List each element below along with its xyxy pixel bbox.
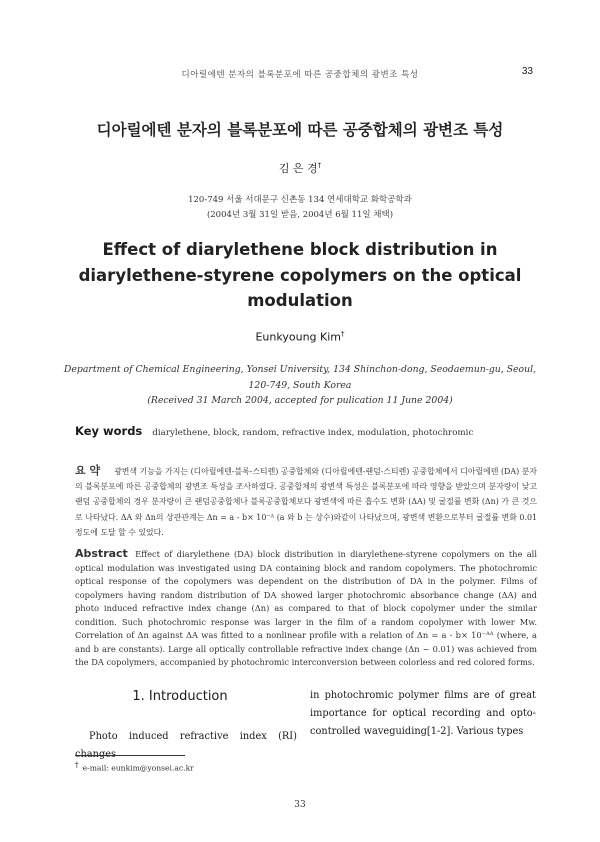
english-author: Eunkyoung Kim (255, 330, 342, 344)
section-heading-introduction: 1. Introduction (132, 689, 228, 704)
korean-author: 김 은 경 (278, 162, 318, 175)
left-column-text: Photo induced refractive index (RI) changes (75, 731, 297, 760)
english-author-mark: † (341, 330, 345, 338)
footnote-email[interactable]: e-mail: eunkim@yonsei.ac.kr (82, 763, 194, 773)
korean-affiliation: 120-749 서울 서대문구 신촌동 134 연세대학교 화학공학과 (188, 195, 412, 205)
korean-abstract (75, 463, 537, 540)
running-head: 디아릴에텐 분자의 블록분포에 따른 공중합체의 광변조 특성 (181, 70, 419, 80)
english-abstract-label: Abstract (75, 547, 128, 560)
korean-dates: (2004년 3월 31일 받음, 2004년 6월 11일 채택) (206, 210, 394, 220)
footnote-rule (75, 755, 185, 756)
page-number-bottom: 33 (294, 800, 306, 810)
korean-abstract-label: 요 약 (75, 464, 101, 477)
english-affiliation-dates: (Received 31 March 2004, accepted for pulication 11 June 2004) (147, 395, 453, 406)
korean-title: 디아릴에텐 분자의 블록분포에 따른 공중합체의 광변조 특성 (96, 121, 504, 139)
english-author-line (0, 330, 600, 344)
english-abstract (75, 547, 537, 670)
author-mark: † (317, 161, 322, 170)
keywords-text: diarylethene, block, random, refractive index, modulation, photochromic (152, 428, 474, 438)
korean-abstract-text: 광변색 기능을 가지는 (디아릴에텐-블록-스티렌) 공중합체와 (디아릴에텐-랜덤-스티렌) 공중합체에서 디아릴에텐 (DA) 분자의 블록분포에 따른 공중합체의 광변조 특성을 조사하였다. 공중합체의 광변색 특성은 블록분포에 따라 영향을 받았으며 분자량이 낮고 랜덤 공중합체의 경우 분자량이 큰 랜덤공중합체나 블록공중합체보다 광변색에 따른 흡수도 변화 (ΔA) 및 굴절률 변화 (Δn) 가 큰 것으로 나타났다. ΔA 와 Δn의 상관관계는 Δn = a - b× 10⁻ᴬ (a 와 b 는 상수)와같이 나타났으며, 광변색 변환으로부터 굴절률 변화 0.01 정도에 도달 할 수 있었다. (75, 467, 537, 537)
page-number-top: 33 (521, 66, 533, 77)
keywords-label: Key words (75, 424, 143, 438)
english-abstract-text: Effect of diarylethene (DA) block distribution in diarylethene-styrene copolymers on the all optical modulation was investigated using DA containing block and random copolymers. The photochromic optical response of the copolymers was dependent on the distribution of DA in the polymer. Films of copolymers having random distribution of DA showed larger photochromic absorbance change (ΔA) and photo induced refractive index change (Δn) as compared to that of block copolymer under the similar condition. Such photochromic response was larger in the film of a random copolymer with lower Mw. Correlation of Δn against ΔA was fitted to a nonlinear profile with a relation of Δn = a - b× 10⁻ᴬᴬ (where, a and b are constants). Large all optically controllable refractive index change (Δn ~ 0.01) was achieved from the DA copolymers, accompanied by photochromic interconversion between colorless and red colored forms. (75, 549, 537, 667)
english-affiliation-address: Department of Chemical Engineering, Yonsei University, 134 Shinchon-dong, Seodaemun-gu, Seoul, 120-749, South Korea (63, 364, 537, 391)
footnote-mark: † (75, 760, 79, 769)
english-affiliation (60, 362, 540, 409)
footnote (75, 760, 194, 773)
right-column-text: in photochromic polymer films are of great importance for optical recording and opto-controlled waveguiding[1-2]. Various types (310, 690, 536, 737)
korean-author-line (0, 160, 600, 176)
english-title: Effect of diarylethene block distribution in diarylethene-styrene copolymers on the optical modulation (78, 240, 522, 310)
keywords (75, 420, 545, 439)
